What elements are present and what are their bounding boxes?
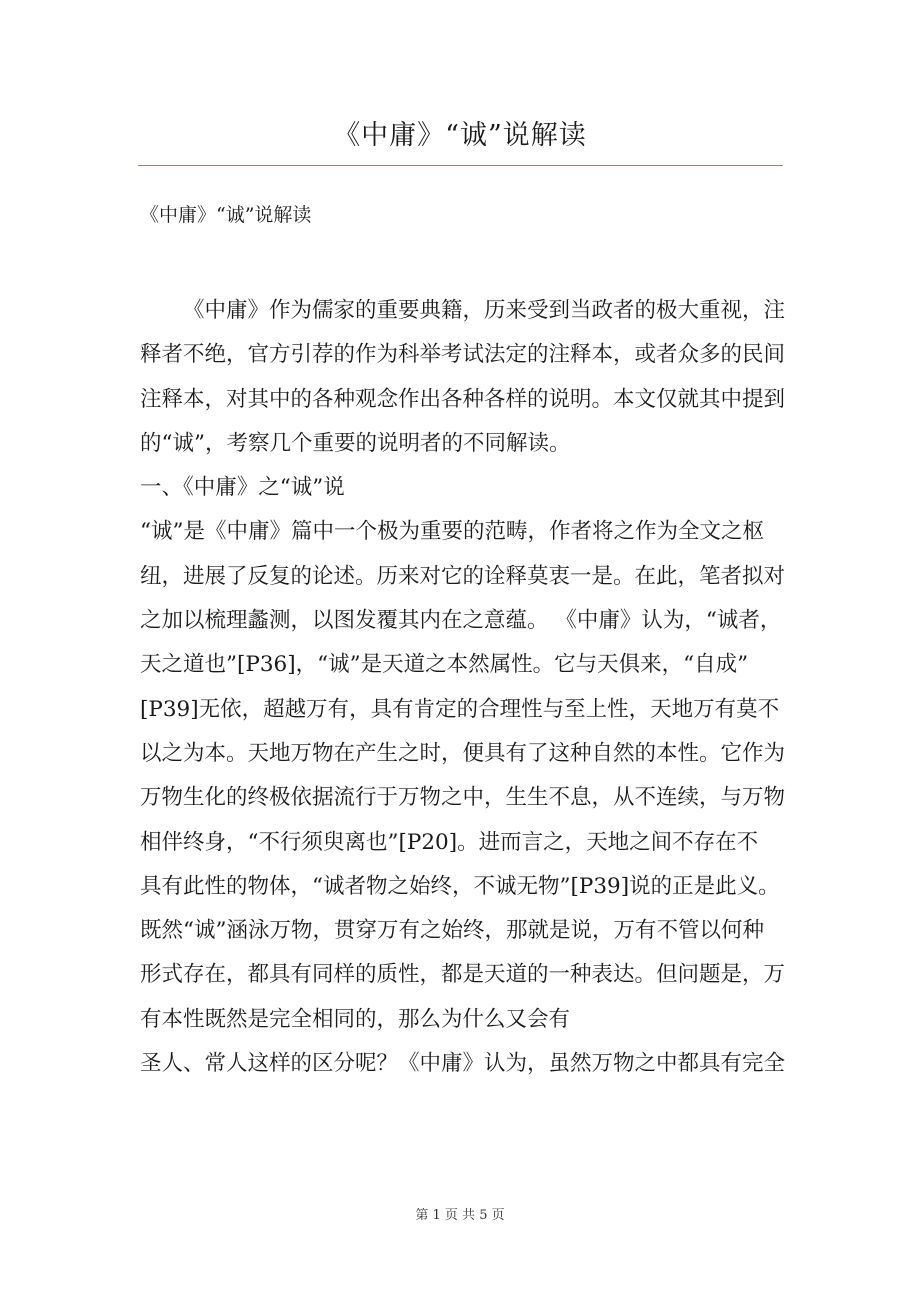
paragraph-line: 形式存在，都具有同样的质性，都是天道的一种表达。但问题是，万 xyxy=(140,962,786,988)
paragraph-line: 注释本，对其中的各种观念作出各种各样的说明。本文仅就其中提到 xyxy=(140,386,786,412)
document-subtitle: 《中庸》“诚”说解读 xyxy=(140,204,312,226)
body-text xyxy=(140,295,790,1092)
paragraph-line: 以之为本。天地万物在产生之时，便具有了这种自然的本性。它作为 xyxy=(140,740,786,766)
paragraph-line: 的“诚”，考察几个重要的说明者的不同解读。 xyxy=(140,430,571,456)
paragraph-line: “诚”是《中庸》篇中一个极为重要的范畴，作者将之作为全文之枢 xyxy=(140,519,764,545)
paragraph-line: [P39]无依，超越万有，具有肯定的合理性与至上性，天地万有莫不 xyxy=(140,696,780,722)
paragraph-line: 有本性既然是完全相同的，那么为什么又会有 xyxy=(140,1006,571,1032)
paragraph-line: 相伴终身，“不行须臾离也”[P20]。进而言之，天地之间不存在不 xyxy=(140,829,759,855)
paragraph-line: 圣人、常人这样的区分呢？《中庸》认为，虽然万物之中都具有完全 xyxy=(140,1051,786,1077)
page-number: 第 1 页 共 5 页 xyxy=(415,1208,505,1223)
paragraph-line: 《中庸》作为儒家的重要典籍，历来受到当政者的极大重视，注 xyxy=(183,298,786,323)
paragraph-line: 万物生化的终极依据流行于万物之中，生生不息，从不连续，与万物 xyxy=(140,785,786,811)
paragraph-line: 具有此性的物体，“诚者物之始终，不诚无物”[P39]说的正是此义。 xyxy=(140,873,780,899)
document-title: 《中庸》“诚”说解读 xyxy=(333,120,587,151)
paragraph-line: 纽，进展了反复的论述。历来对它的诠释莫衷一是。在此，笔者拟对 xyxy=(140,563,786,589)
title-underline xyxy=(138,165,783,166)
paragraph-line: 释者不绝，官方引荐的作为科举考试法定的注释本，或者众多的民间 xyxy=(140,342,786,368)
paragraph-line: 天之道也”[P36]，“诚”是天道之本然属性。它与天俱来，“自成” xyxy=(140,652,749,678)
section-heading: 一、《中庸》之“诚”说 xyxy=(140,475,345,501)
paragraph-line: 之加以梳理蠡测，以图发覆其内在之意蕴。 《中庸》认为，“诚者， xyxy=(140,608,782,634)
paragraph-line: 既然“诚”涵泳万物，贯穿万有之始终，那就是说，万有不管以何种 xyxy=(140,918,764,944)
